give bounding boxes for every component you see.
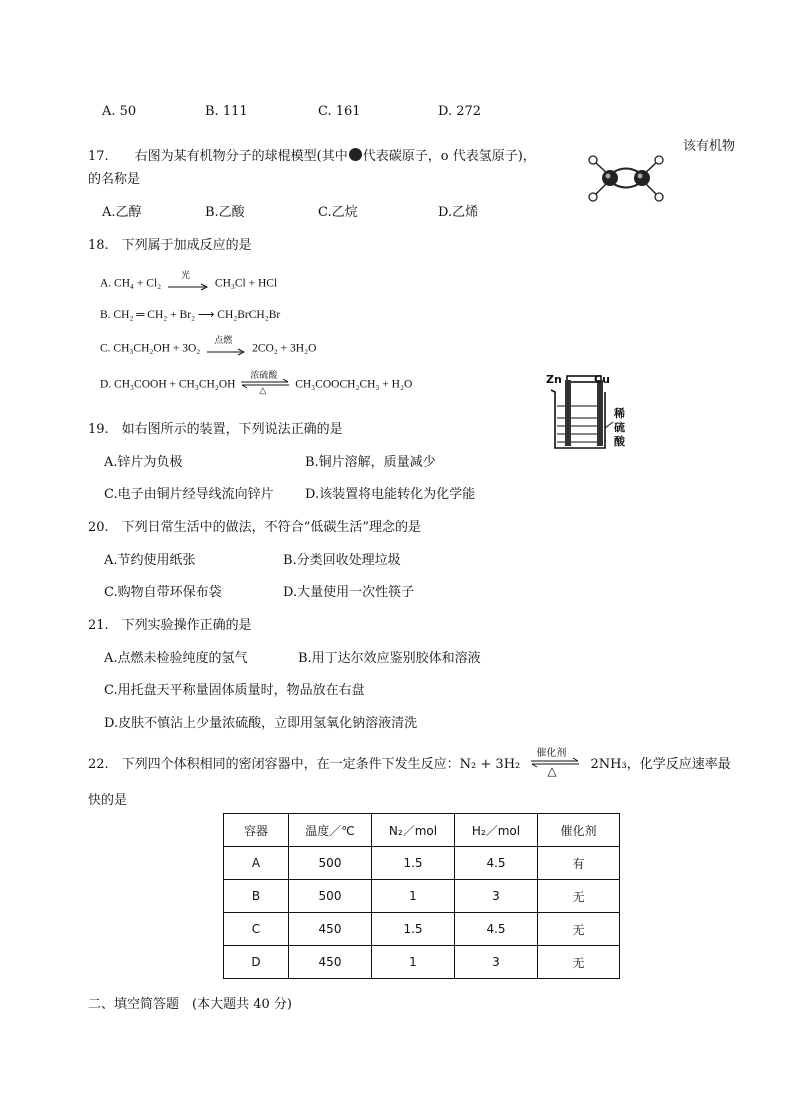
q18-option-c (100, 335, 317, 356)
section-2-heading: 二、填空简答题 (本大题共 40 分) (88, 997, 292, 1012)
q16-option-b: B. 111 (205, 104, 248, 119)
q20-option-a: A.节约使用纸张 (104, 553, 196, 568)
q21-stem: 21. 下列实验操作正确的是 (88, 618, 252, 633)
table-row (224, 913, 620, 946)
q17-stem-line1 (88, 145, 536, 164)
q17-option-b: B.乙酸 (205, 205, 245, 220)
table-cell: 1.5 (372, 847, 455, 880)
table-cell: 500 (289, 880, 372, 913)
table-cell: 1.5 (372, 913, 455, 946)
table-cell: 无 (538, 913, 620, 946)
q22-stem-line2: 快的是 (88, 793, 128, 808)
table-header-cell: N₂／mol (372, 814, 455, 847)
q22-stem-suffix: 2NH₃，化学反应速率最 (590, 757, 731, 772)
table-cell: 1 (372, 880, 455, 913)
q18-option-a (100, 270, 278, 291)
q17-option-c: C.乙烷 (318, 205, 358, 220)
table-cell: 450 (289, 946, 372, 979)
acid-label-1: 稀 (614, 407, 625, 420)
q19-option-a: A.锌片为负极 (104, 455, 183, 470)
q18-d-condition-bottom: △ (259, 385, 267, 395)
table-header-row (224, 814, 620, 847)
table-header-cell: 催化剂 (538, 814, 620, 847)
q17-option-a: A.乙醇 (102, 205, 142, 220)
q18-stem: 18. 下列属于加成反应的是 (88, 238, 252, 253)
table-row (224, 847, 620, 880)
q18-d-condition-top: 浓硫酸 (250, 370, 278, 380)
table-cell: 450 (289, 913, 372, 946)
q22-data-table (223, 813, 620, 979)
q22-stem-prefix: 22. 下列四个体积相同的密闭容器中，在一定条件下发生反应：N₂ + 3H₂ (88, 757, 521, 772)
q17-right-text: 该有机物 (683, 139, 736, 154)
zn-electrode-label: Zn (546, 373, 562, 386)
q22-reversible-arrow (530, 747, 580, 778)
table-cell: 3 (455, 946, 538, 979)
q18-option-d (100, 370, 413, 395)
table-header-cell: 温度／℃ (289, 814, 372, 847)
table-cell: A (224, 847, 289, 880)
table-cell: 3 (455, 880, 538, 913)
table-cell: C (224, 913, 289, 946)
q20-option-c: C.购物自带环保布袋 (104, 585, 222, 600)
q18-d-products: CH₃COOCH₂CH₃ + H₂O (295, 378, 413, 391)
q19-option-c: C.电子由铜片经导线流向锌片 (104, 487, 274, 502)
q18-c-reactants: C. CH₃CH₂OH + 3O₂ (100, 342, 201, 355)
q18-d-reactants: D. CH₃COOH + CH₃CH₂OH (100, 378, 236, 391)
table-cell: B (224, 880, 289, 913)
cu-electrode-label: Cu (594, 373, 610, 386)
table-cell: 无 (538, 880, 620, 913)
q19-option-d: D.该装置将电能转化为化学能 (305, 487, 476, 502)
q20-option-b: B.分类回收处理垃圾 (283, 553, 401, 568)
q21-option-d: D.皮肤不慎沾上少量浓硫酸，立即用氢氧化钠溶液清洗 (104, 716, 418, 731)
acid-label-3: 酸 (614, 435, 625, 448)
q17-stem-suffix: 代表碳原子，o 代表氢原子)， (362, 149, 536, 164)
q18-a-products: CH₃Cl + HCl (214, 277, 278, 290)
q18-c-condition: 点燃 (214, 335, 233, 345)
q16-option-d: D. 272 (438, 104, 482, 119)
table-cell: 无 (538, 946, 620, 979)
q17-stem-line2: 的名称是 (88, 172, 141, 187)
q16-option-a: A. 50 (102, 104, 137, 119)
q18-a-arrow (167, 270, 209, 291)
q19-option-b: B.铜片溶解，质量减少 (305, 455, 436, 470)
table-cell: 有 (538, 847, 620, 880)
q22-condition-top: 催化剂 (536, 747, 567, 759)
table-cell: 500 (289, 847, 372, 880)
q17-stem-prefix: 17. 右图为某有机物分子的球棍模型(其中 (88, 149, 348, 164)
table-cell: 1 (372, 946, 455, 979)
q20-option-d: D.大量使用一次性筷子 (283, 585, 415, 600)
table-header-cell: H₂／mol (455, 814, 538, 847)
acid-label-2: 硫 (614, 421, 625, 434)
q21-option-c: C.用托盘天平称量固体质量时，物品放在右盘 (104, 683, 365, 698)
table-cell: 4.5 (455, 847, 538, 880)
table-header-cell: 容器 (224, 814, 289, 847)
table-row (224, 880, 620, 913)
q20-stem: 20. 下列日常生活中的做法，不符合“低碳生活”理念的是 (88, 520, 421, 535)
ethylene-ball-stick-model (583, 152, 669, 202)
q18-a-condition: 光 (181, 270, 191, 280)
q18-option-b: B. CH₂ ═ CH₂ + Br₂ ⟶ CH₂BrCH₂Br (100, 309, 281, 321)
q17-option-d: D.乙烯 (438, 205, 479, 220)
table-row (224, 946, 620, 979)
q16-option-c: C. 161 (318, 104, 361, 119)
q21-option-b: B.用丁达尔效应鉴别胶体和溶液 (298, 651, 481, 666)
q22-stem-line1 (88, 747, 731, 778)
q19-stem: 19. 如右图所示的装置，下列说法正确的是 (88, 422, 343, 437)
q18-d-reversible-arrow (240, 370, 290, 395)
q18-c-products: 2CO₂ + 3H₂O (252, 342, 317, 355)
carbon-atom-icon (349, 148, 362, 161)
table-cell: 4.5 (455, 913, 538, 946)
q22-condition-bottom: △ (547, 763, 557, 778)
q21-option-a: A.点燃未检验纯度的氢气 (104, 651, 248, 666)
q18-c-arrow (206, 335, 246, 356)
q18-a-reactants: A. CH₄ + Cl₂ (100, 277, 162, 290)
table-cell: D (224, 946, 289, 979)
